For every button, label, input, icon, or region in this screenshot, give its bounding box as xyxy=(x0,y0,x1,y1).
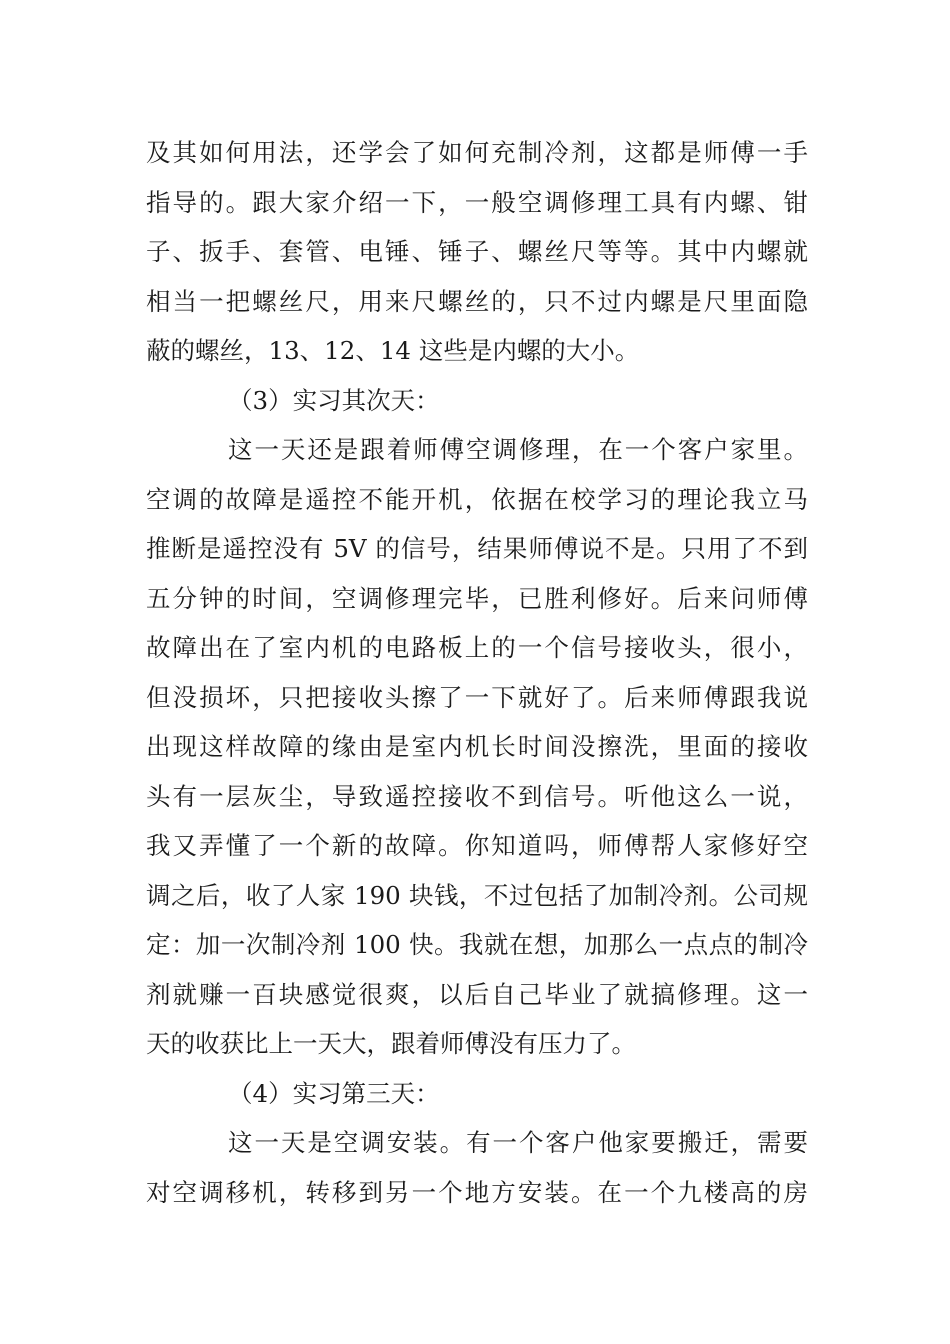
paragraph-1-line-2: 指导的。跟大家介绍一下，一般空调修理工具有内螺、钳 xyxy=(146,187,808,217)
paragraph-3-line-2: 对空调移机，转移到另一个地方安装。在一个九楼高的房 xyxy=(146,1177,808,1207)
paragraph-2-line-2: 空调的故障是遥控不能开机，依据在校学习的理论我立马 xyxy=(146,484,808,514)
paragraph-2-line-1: 这一天还是跟着师傅空调修理，在一个客户家里。 xyxy=(228,435,808,464)
paragraph-1-line-4: 相当一把螺丝尺，用来尺螺丝的，只不过内螺是尺里面隐 xyxy=(146,286,808,316)
paragraph-2-line-6: 但没损坏，只把接收头擦了一下就好了。后来师傅跟我说 xyxy=(146,682,808,712)
paragraph-2-line-7: 出现这样故障的缘由是室内机长时间没擦洗，里面的接收 xyxy=(146,732,808,761)
document-body xyxy=(146,128,808,1217)
paragraph-1-line-3: 子、扳手、套管、电锤、锤子、螺丝尺等等。其中内螺就 xyxy=(146,237,808,266)
paragraph-2-line-12: 剂就赚一百块感觉很爽，以后自己毕业了就搞修理。这一 xyxy=(146,979,808,1009)
paragraph-2-line-5: 故障出在了室内机的电路板上的一个信号接收头，很小， xyxy=(146,633,808,662)
paragraph-2-line-3: 推断是遥控没有 5V 的信号，结果师傅说不是。只用了不到 xyxy=(146,534,808,563)
paragraph-3-line-1: 这一天是空调安装。有一个客户他家要搬迁，需要 xyxy=(228,1128,808,1157)
paragraph-1-line-1: 及其如何用法，还学会了如何充制冷剂，这都是师傅一手 xyxy=(146,138,808,167)
paragraph-1-line-5: 蔽的螺丝，13、12、14 这些是内螺的大小。 xyxy=(146,336,640,365)
section-heading-3: （3）实习其次天： xyxy=(228,385,440,415)
paragraph-2-line-4: 五分钟的时间，空调修理完毕，已胜利修好。后来问师傅 xyxy=(146,583,808,613)
paragraph-2-line-10: 调之后，收了人家 190 块钱，不过包括了加制冷剂。公司规 xyxy=(146,880,808,910)
paragraph-2-line-9: 我又弄懂了一个新的故障。你知道吗，师傅帮人家修好空 xyxy=(146,831,808,860)
paragraph-2-line-8: 头有一层灰尘，导致遥控接收不到信号。听他这么一说， xyxy=(146,781,808,811)
paragraph-2-line-11: 定：加一次制冷剂 100 快。我就在想，加那么一点点的制冷 xyxy=(146,930,808,959)
section-heading-4: （4）实习第三天： xyxy=(228,1078,440,1108)
paragraph-2-line-13: 天的收获比上一天大，跟着师傅没有压力了。 xyxy=(146,1029,636,1058)
